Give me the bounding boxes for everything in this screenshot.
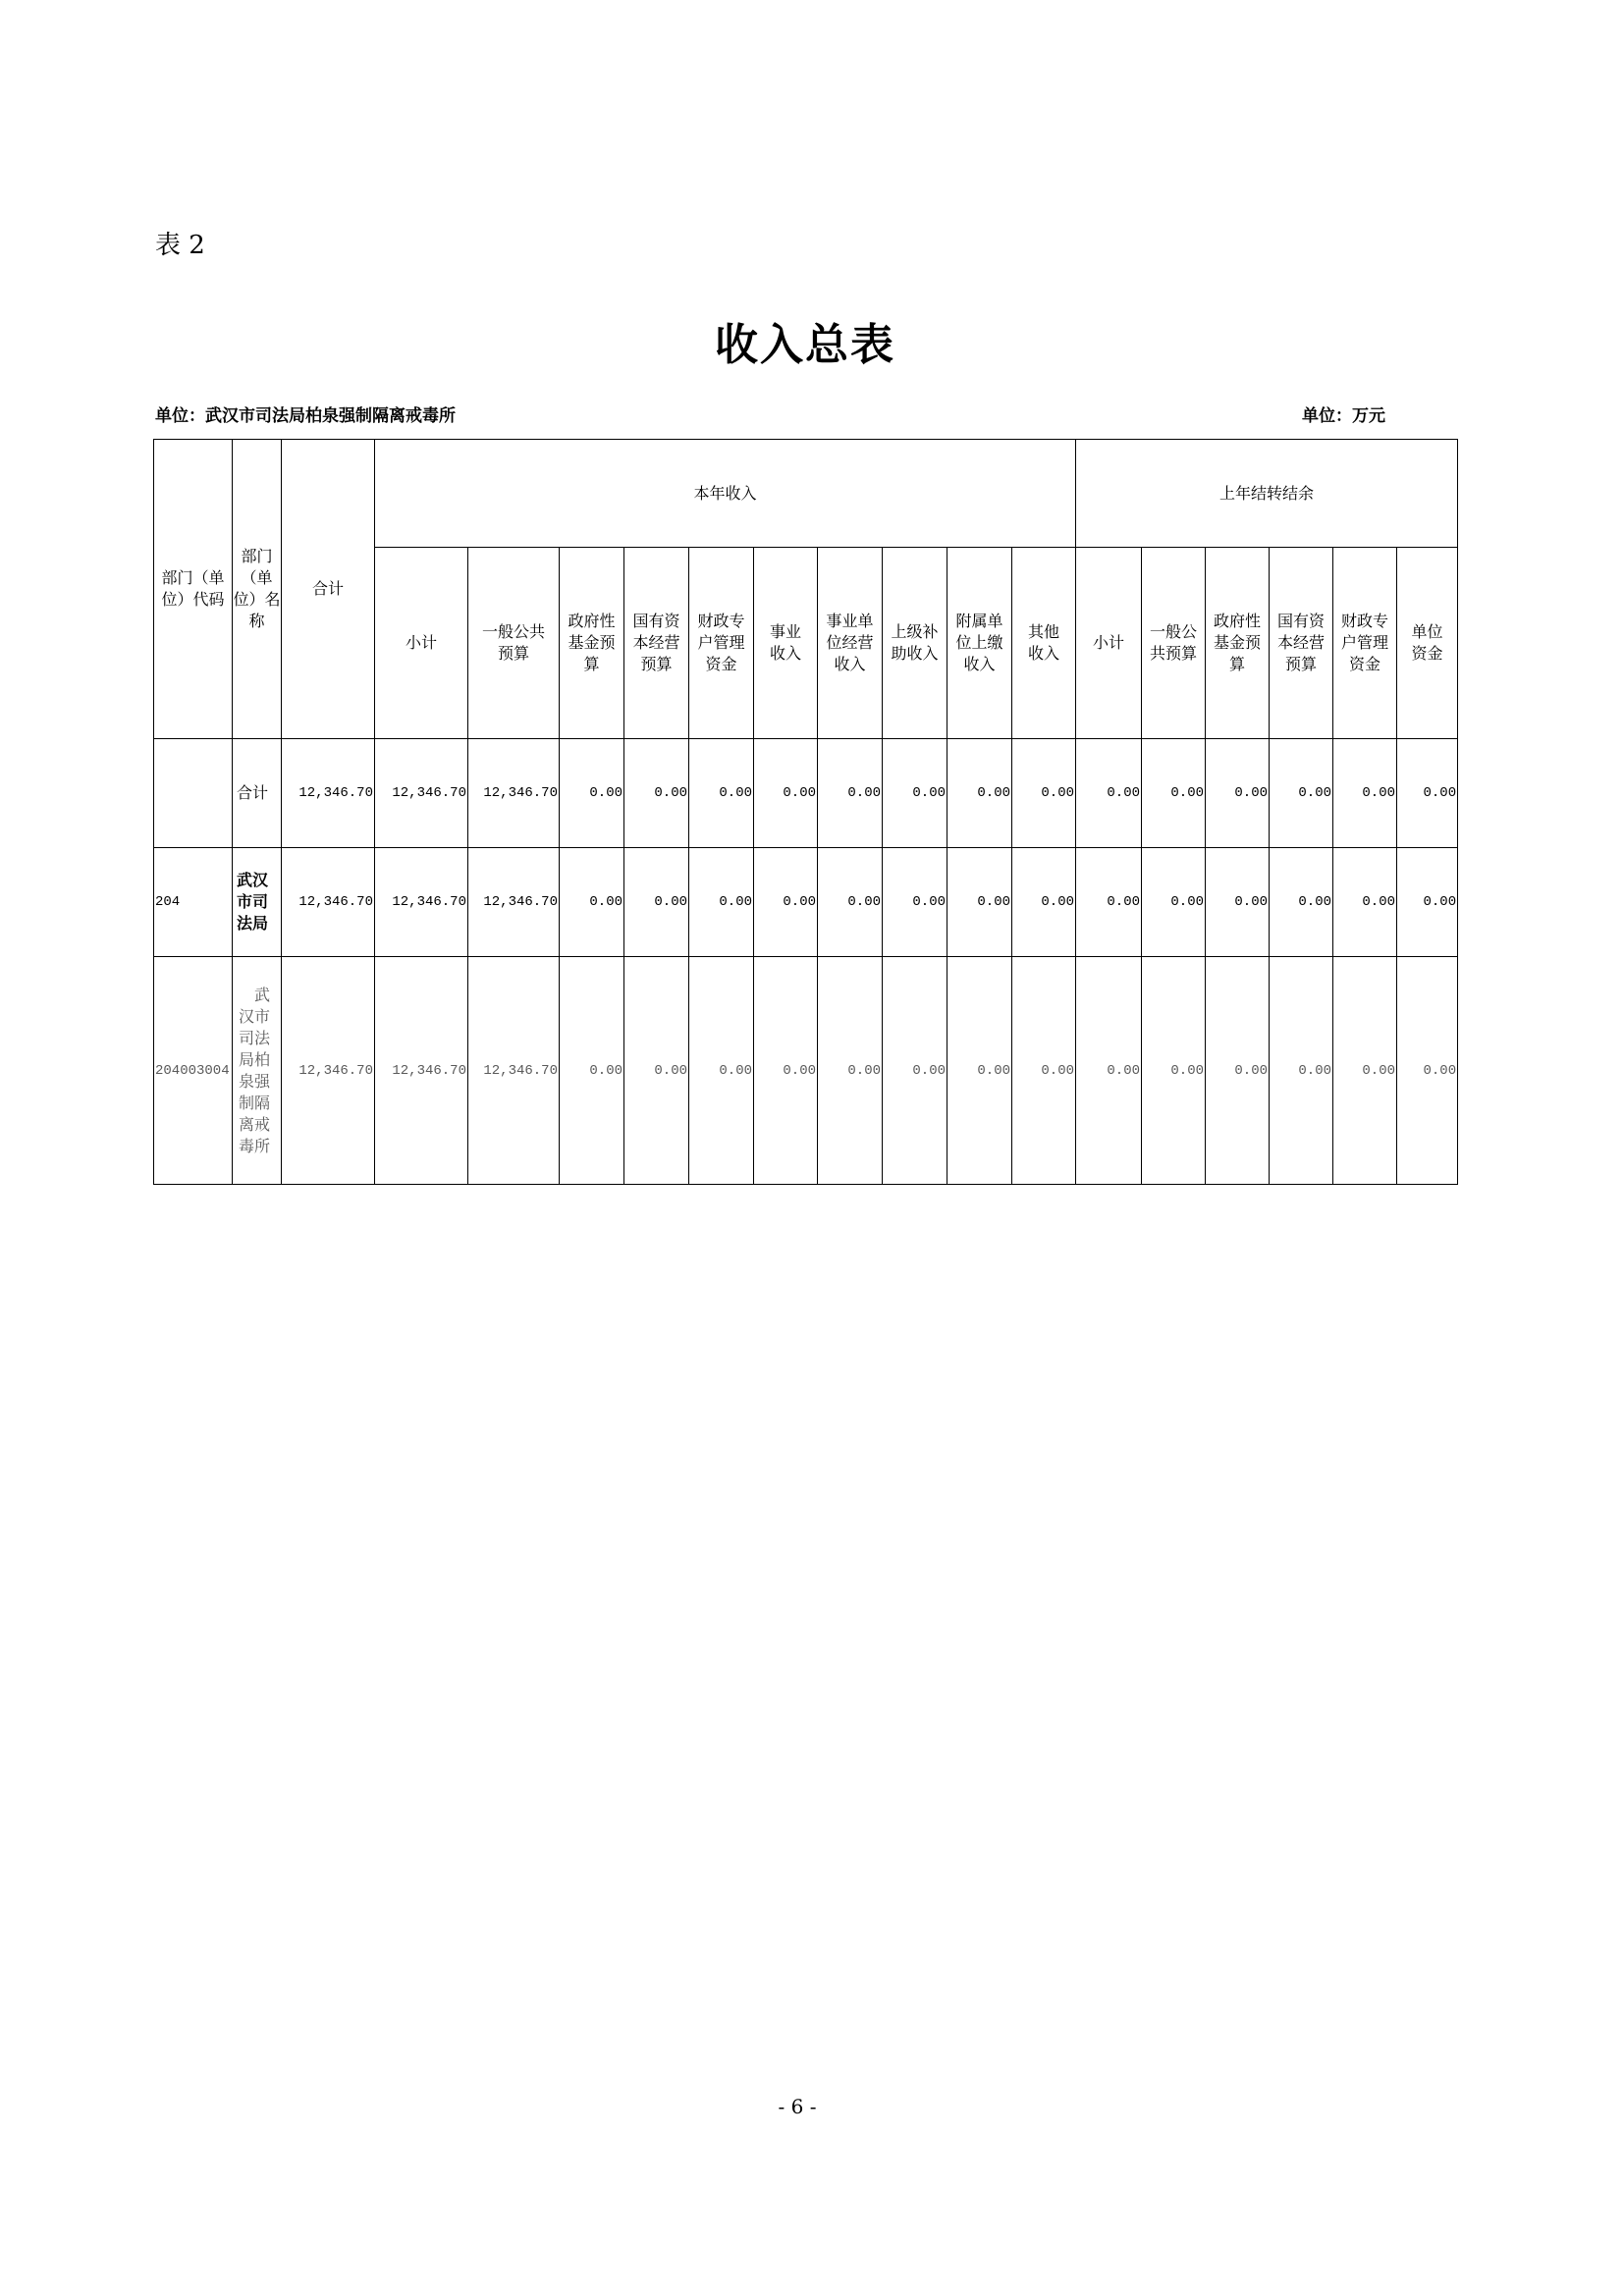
cell-total: 12,346.70 bbox=[282, 957, 375, 1185]
header-pc-subtotal: 小计 bbox=[1076, 548, 1142, 739]
cell-value: 0.00 bbox=[947, 739, 1012, 848]
cell-dept-code: 204003004 bbox=[154, 957, 233, 1185]
cell-value: 0.00 bbox=[1076, 848, 1142, 957]
cell-dept-code bbox=[154, 739, 233, 848]
cell-value: 0.00 bbox=[689, 739, 754, 848]
cell-value: 0.00 bbox=[1333, 957, 1397, 1185]
cell-value: 12,346.70 bbox=[375, 739, 468, 848]
cell-value: 12,346.70 bbox=[468, 848, 560, 957]
header-cy-superior-subsidy-income: 上级补 助收入 bbox=[883, 548, 947, 739]
cell-value: 0.00 bbox=[560, 739, 624, 848]
table-number-label: 表 2 bbox=[155, 231, 205, 260]
page-title: 收入总表 bbox=[715, 320, 895, 370]
cell-value: 0.00 bbox=[883, 957, 947, 1185]
cell-value: 0.00 bbox=[754, 848, 818, 957]
cell-value: 12,346.70 bbox=[468, 957, 560, 1185]
header-cy-subtotal: 小计 bbox=[375, 548, 468, 739]
header-pc-fiscal-special-account: 财政专 户管理 资金 bbox=[1333, 548, 1397, 739]
header-pc-unit-funds: 单位 资金 bbox=[1397, 548, 1458, 739]
cell-value: 12,346.70 bbox=[375, 848, 468, 957]
cell-value: 0.00 bbox=[1012, 957, 1076, 1185]
header-cy-business-income: 事业 收入 bbox=[754, 548, 818, 739]
income-summary-table bbox=[153, 439, 1458, 1185]
cell-value: 0.00 bbox=[1206, 739, 1270, 848]
cell-value: 0.00 bbox=[1333, 848, 1397, 957]
cell-value: 0.00 bbox=[1397, 957, 1458, 1185]
header-dept-code: 部门（单 位）代码 bbox=[154, 440, 233, 739]
cell-value: 0.00 bbox=[1076, 739, 1142, 848]
header-prior-year-carryover: 上年结转结余 bbox=[1076, 440, 1458, 548]
cell-value: 0.00 bbox=[754, 739, 818, 848]
cell-value: 0.00 bbox=[818, 957, 883, 1185]
header-pc-government-fund-budget: 政府性 基金预 算 bbox=[1206, 548, 1270, 739]
header-cy-state-capital-budget: 国有资 本经营 预算 bbox=[624, 548, 689, 739]
unit-currency-label: 单位：万元 bbox=[1302, 406, 1385, 426]
table-row bbox=[154, 739, 1458, 848]
header-cy-institution-operating-income: 事业单 位经营 收入 bbox=[818, 548, 883, 739]
header-cy-general-public-budget: 一般公共 预算 bbox=[468, 548, 560, 739]
table-row bbox=[154, 848, 1458, 957]
cell-value: 0.00 bbox=[1142, 739, 1206, 848]
cell-value: 0.00 bbox=[1270, 848, 1333, 957]
cell-value: 0.00 bbox=[818, 848, 883, 957]
cell-value: 0.00 bbox=[1142, 848, 1206, 957]
cell-value: 0.00 bbox=[1142, 957, 1206, 1185]
cell-value: 0.00 bbox=[883, 848, 947, 957]
cell-value: 0.00 bbox=[1012, 739, 1076, 848]
cell-value: 0.00 bbox=[1270, 957, 1333, 1185]
cell-value: 0.00 bbox=[1333, 739, 1397, 848]
cell-value: 0.00 bbox=[1206, 848, 1270, 957]
page-number: - 6 - bbox=[778, 2095, 817, 2118]
cell-value: 0.00 bbox=[947, 848, 1012, 957]
cell-value: 0.00 bbox=[689, 848, 754, 957]
header-pc-general-public-budget: 一般公 共预算 bbox=[1142, 548, 1206, 739]
cell-value: 12,346.70 bbox=[375, 957, 468, 1185]
header-row-top bbox=[154, 440, 1458, 548]
cell-value: 0.00 bbox=[1397, 739, 1458, 848]
cell-value: 0.00 bbox=[754, 957, 818, 1185]
cell-value: 0.00 bbox=[1012, 848, 1076, 957]
cell-value: 0.00 bbox=[1076, 957, 1142, 1185]
cell-total: 12,346.70 bbox=[282, 739, 375, 848]
cell-value: 0.00 bbox=[689, 957, 754, 1185]
header-pc-state-capital-budget: 国有资 本经营 预算 bbox=[1270, 548, 1333, 739]
cell-value: 0.00 bbox=[818, 739, 883, 848]
cell-value: 0.00 bbox=[624, 848, 689, 957]
header-current-year-income: 本年收入 bbox=[375, 440, 1076, 548]
unit-organization-label: 单位：武汉市司法局柏泉强制隔离戒毒所 bbox=[155, 406, 456, 426]
cell-dept-name: 武汉 市司 法局 bbox=[233, 848, 282, 957]
cell-value: 0.00 bbox=[1270, 739, 1333, 848]
header-cy-affiliated-remittance-income: 附属单 位上缴 收入 bbox=[947, 548, 1012, 739]
cell-value: 0.00 bbox=[560, 848, 624, 957]
cell-value: 0.00 bbox=[1397, 848, 1458, 957]
cell-value: 0.00 bbox=[1206, 957, 1270, 1185]
header-cy-government-fund-budget: 政府性 基金预 算 bbox=[560, 548, 624, 739]
cell-dept-code: 204 bbox=[154, 848, 233, 957]
header-total: 合计 bbox=[282, 440, 375, 739]
cell-value: 0.00 bbox=[560, 957, 624, 1185]
header-cy-other-income: 其他 收入 bbox=[1012, 548, 1076, 739]
cell-value: 0.00 bbox=[624, 739, 689, 848]
cell-dept-name: 合计 bbox=[233, 739, 282, 848]
table-row bbox=[154, 957, 1458, 1185]
cell-value: 0.00 bbox=[947, 957, 1012, 1185]
cell-total: 12,346.70 bbox=[282, 848, 375, 957]
header-cy-fiscal-special-account: 财政专 户管理 资金 bbox=[689, 548, 754, 739]
cell-dept-name: 武 汉市 司法 局柏 泉强 制隔 离戒 毒所 bbox=[233, 957, 282, 1185]
cell-value: 12,346.70 bbox=[468, 739, 560, 848]
cell-value: 0.00 bbox=[883, 739, 947, 848]
cell-value: 0.00 bbox=[624, 957, 689, 1185]
header-dept-name: 部门 （单 位）名 称 bbox=[233, 440, 282, 739]
